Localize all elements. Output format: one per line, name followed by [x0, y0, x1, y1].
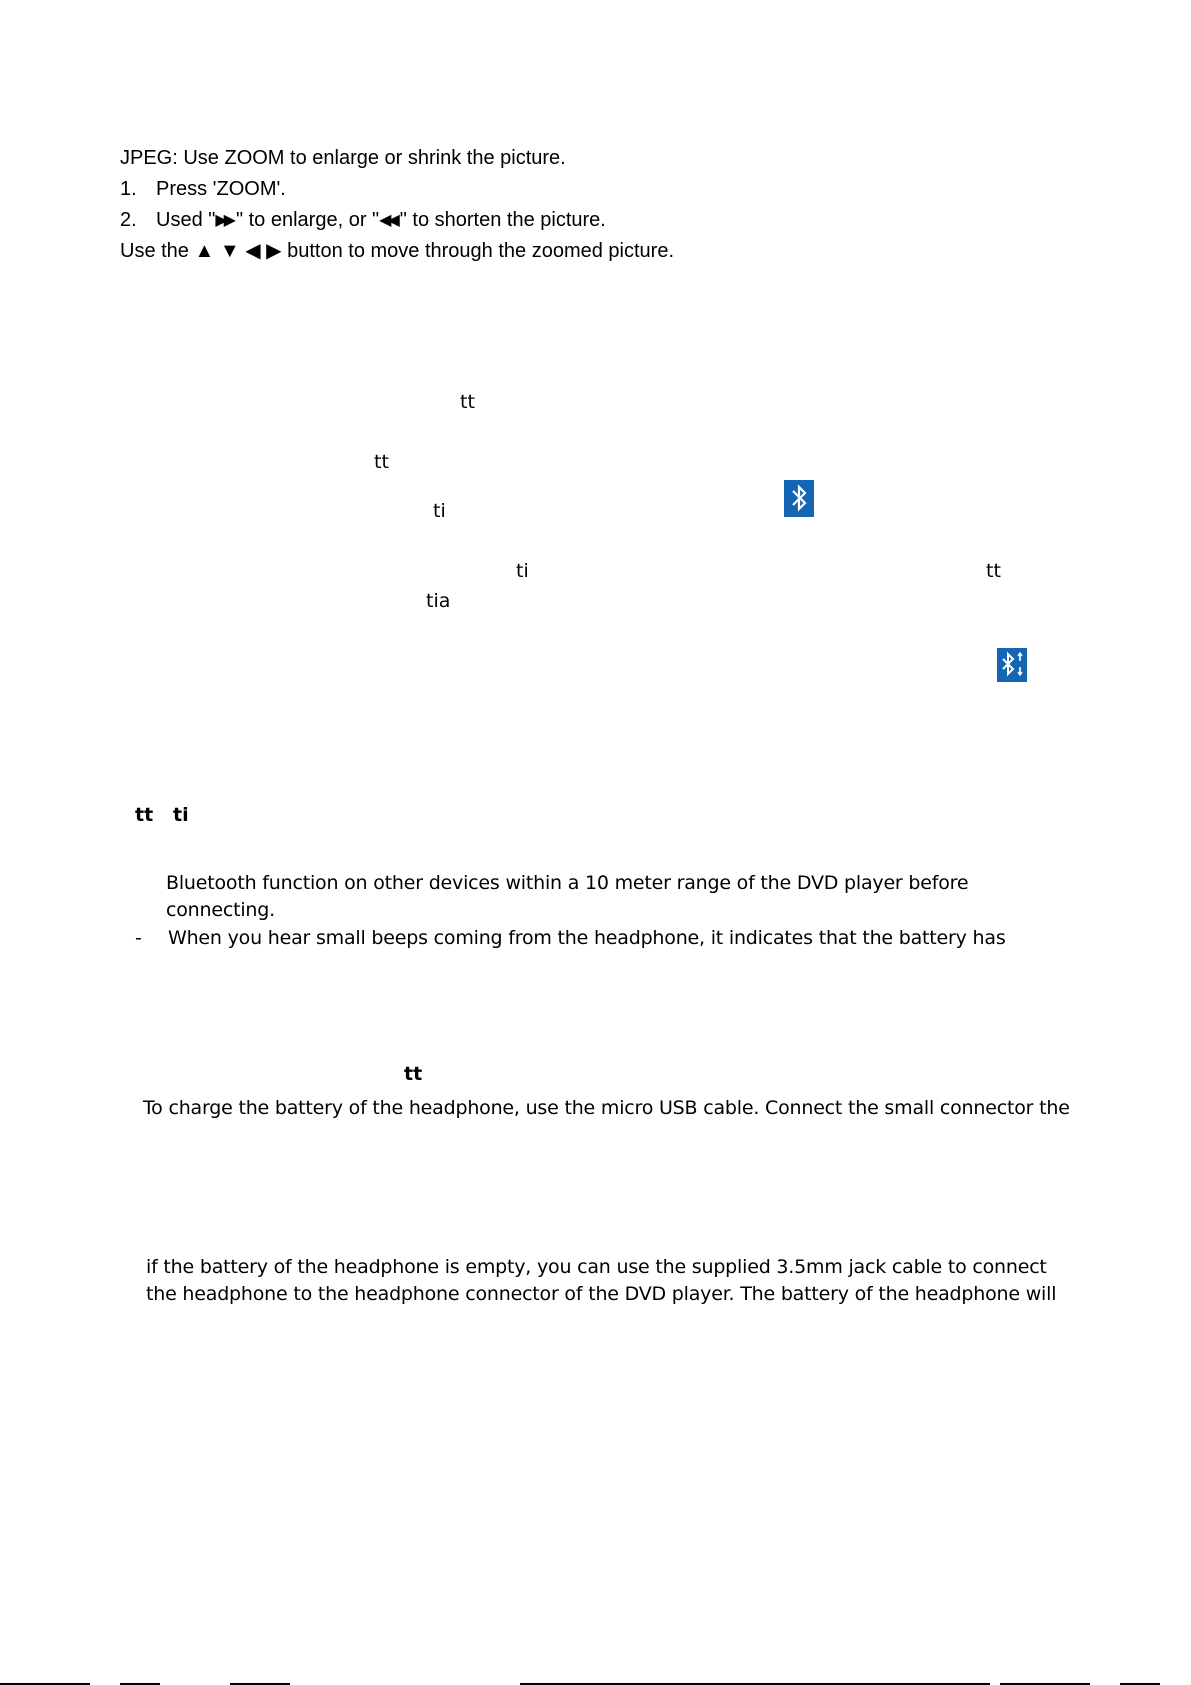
- ligature-fragment: tia: [426, 590, 451, 612]
- ligature-fragment: tt: [986, 560, 1001, 582]
- ligature-fragment: ti: [433, 500, 446, 522]
- bluetooth-glyph: [784, 480, 814, 517]
- note-battery-beeps: When you hear small beeps coming from the headphone, it indicates that the battery has: [168, 927, 1006, 949]
- charging-instructions: To charge the battery of the headphone, use the micro USB cable. Connect the small connector the: [143, 1097, 1070, 1119]
- step-2-number: 2.: [120, 209, 137, 231]
- note-bluetooth-range-line1: Bluetooth function on other devices within a 10 meter range of the DVD player before: [166, 872, 969, 894]
- step-2-text-mid: " to enlarge, or ": [235, 209, 380, 231]
- step-2-text-after: " to shorten the picture.: [399, 209, 606, 231]
- empty-battery-line1: if the battery of the headphone is empty, you can use the supplied 3.5mm jack cable to connect: [146, 1256, 1047, 1278]
- ligature-fragment: tt: [374, 451, 389, 473]
- ligature-fragment: tt: [404, 1063, 423, 1085]
- bluetooth-icon: [784, 480, 814, 517]
- ligature-fragment: ti: [173, 804, 189, 826]
- step-2-text: [156, 210, 606, 230]
- direction-arrows-icon: ▲ ▼ ◀ ▶: [194, 240, 282, 262]
- empty-battery-line2: the headphone to the headphone connector of the DVD player. The battery of the headphone will: [146, 1283, 1057, 1305]
- bluetooth-connected-icon: [997, 648, 1027, 682]
- fast-forward-icon: ▶▶: [215, 212, 232, 229]
- bluetooth-connected-glyph: [997, 648, 1027, 682]
- step-1-number: 1.: [120, 178, 137, 200]
- ligature-fragment: tt: [460, 391, 475, 413]
- navigate-line: [120, 241, 674, 261]
- navigate-line-before: Use the: [120, 240, 189, 262]
- zoom-intro-line: JPEG: Use ZOOM to enlarge or shrink the picture.: [120, 147, 566, 169]
- note-bluetooth-range-line2: connecting.: [166, 899, 275, 921]
- rewind-icon: ◀◀: [379, 212, 396, 229]
- note-bullet-dash: -: [135, 927, 142, 949]
- ligature-fragment: tt: [135, 804, 154, 826]
- navigate-line-after: button to move through the zoomed picture.: [287, 240, 674, 262]
- step-1-text: Press 'ZOOM'.: [156, 178, 286, 200]
- ligature-fragment: ti: [516, 560, 529, 582]
- step-2-text-before: Used ": [156, 209, 216, 231]
